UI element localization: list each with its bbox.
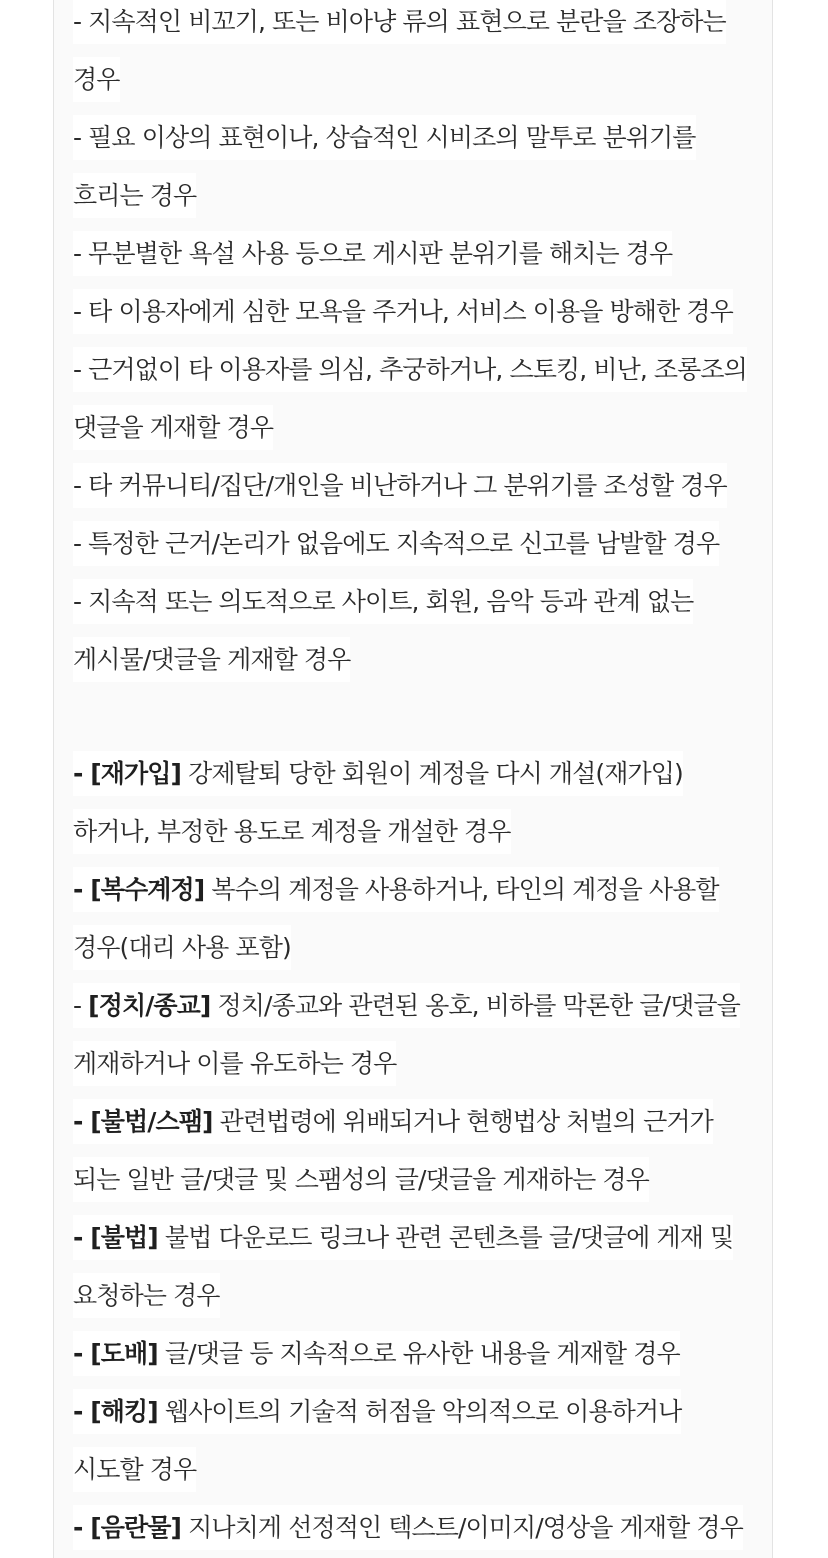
rule-description: 글/댓글 등 지속적으로 유사한 내용을 게재할 경우 xyxy=(157,1339,680,1368)
rule-tag: [도배] xyxy=(90,1339,158,1368)
rule-line xyxy=(73,515,755,573)
rule-item xyxy=(73,1209,755,1325)
rule-item xyxy=(73,1093,755,1209)
rule-item xyxy=(73,1383,755,1499)
rule-line xyxy=(73,341,755,457)
rule-line xyxy=(73,573,755,689)
rule-prefix: - xyxy=(73,759,91,788)
rule-item xyxy=(73,1499,755,1557)
rule-line xyxy=(73,225,755,283)
rule-prefix: - xyxy=(73,991,89,1020)
rule-prefix: - xyxy=(73,1223,91,1252)
rule-tag: [정치/종교] xyxy=(88,991,211,1020)
rule-line xyxy=(73,0,755,109)
rule-tag: [불법] xyxy=(90,1223,158,1252)
rule-tag: [해킹] xyxy=(90,1397,158,1426)
rule-description: 웹사이트의 기술적 허점을 악의적으로 이용하거나 시도할 경우 xyxy=(73,1397,682,1484)
rule-description: 강제탈퇴 당한 회원이 계정을 다시 개설(재가입)하거나, 부정한 용도로 계정을 개설한 경우 xyxy=(73,759,683,846)
rule-text: - 특정한 근거/논리가 없음에도 지속적으로 신고를 남발할 경우 xyxy=(73,521,719,566)
paragraph-gap xyxy=(73,689,755,745)
rule-description: 관련법령에 위배되거나 현행법상 처벌의 근거가 되는 일반 글/댓글 및 스팸성의 글/댓글을 게재하는 경우 xyxy=(73,1107,713,1194)
rule-prefix: - xyxy=(73,1339,91,1368)
rule-item xyxy=(73,1325,755,1383)
rule-prefix: - xyxy=(73,875,91,904)
rule-item xyxy=(73,977,755,1093)
rule-description: 지나치게 선정적인 텍스트/이미지/영상을 게재할 경우 xyxy=(181,1513,743,1542)
rule-text: - 지속적인 비꼬기, 또는 비아냥 류의 표현으로 분란을 조장하는 경우 xyxy=(73,0,726,102)
rule-text: - 무분별한 욕설 사용 등으로 게시판 분위기를 해치는 경우 xyxy=(73,231,672,276)
rule-line xyxy=(73,109,755,225)
rule-description: 복수의 계정을 사용하거나, 타인의 계정을 사용할 경우(대리 사용 포함) xyxy=(73,875,719,962)
rule-prefix: - xyxy=(73,1397,91,1426)
rule-text: - 지속적 또는 의도적으로 사이트, 회원, 음악 등과 관계 없는 게시물/댓글을 게재할 경우 xyxy=(73,579,693,682)
rule-description: 불법 다운로드 링크나 관련 콘텐츠를 글/댓글에 게재 및 요청하는 경우 xyxy=(73,1223,734,1310)
rule-tag: [복수계정] xyxy=(90,875,205,904)
rule-item xyxy=(73,745,755,861)
rule-item xyxy=(73,861,755,977)
rule-text: - 타 커뮤니티/집단/개인을 비난하거나 그 분위기를 조성할 경우 xyxy=(73,463,727,508)
rule-text: - 타 이용자에게 심한 모욕을 주거나, 서비스 이용을 방해한 경우 xyxy=(73,289,733,334)
rule-description: 정치/종교와 관련된 옹호, 비하를 막론한 글/댓글을 게재하거나 이를 유도하는 경우 xyxy=(73,991,740,1078)
rule-prefix: - xyxy=(73,1107,91,1136)
rule-line xyxy=(73,457,755,515)
rule-tag: [불법/스팸] xyxy=(90,1107,213,1136)
rule-tag: [재가입] xyxy=(90,759,182,788)
rules-document xyxy=(73,0,755,1557)
rule-text: - 근거없이 타 이용자를 의심, 추궁하거나, 스토킹, 비난, 조롱조의 댓글을 게재할 경우 xyxy=(73,347,747,450)
rule-tag: [음란물] xyxy=(90,1513,182,1542)
rule-prefix: - xyxy=(73,1513,91,1542)
rule-text: - 필요 이상의 표현이나, 상습적인 시비조의 말투로 분위기를 흐리는 경우 xyxy=(73,115,696,218)
rule-line xyxy=(73,283,755,341)
